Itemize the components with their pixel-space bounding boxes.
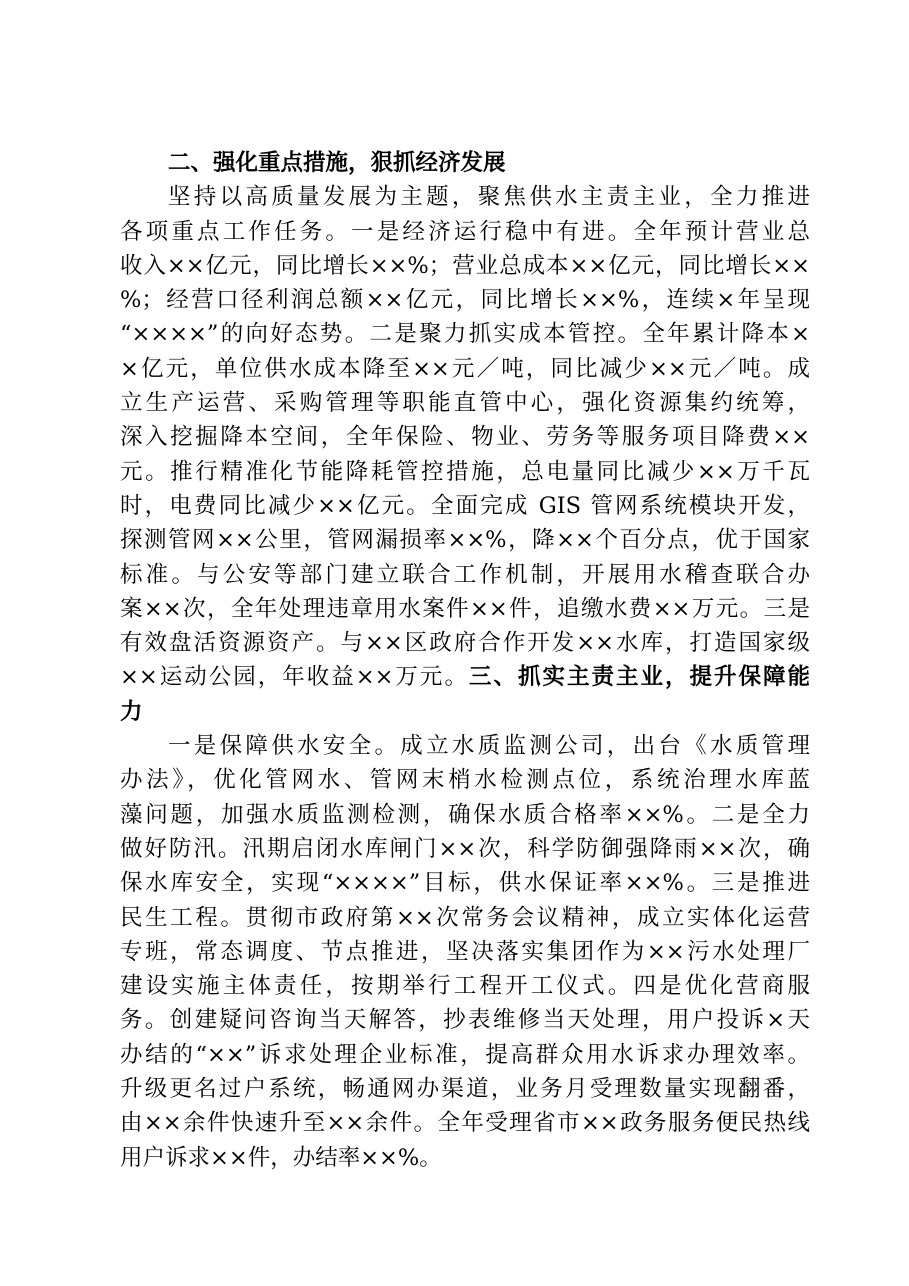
paragraph-line: 元。推行精准化节能降耗管控措施，总电量同比减少××万千瓦 — [120, 458, 810, 485]
paragraph-line: 立生产运营、采购管理等职能直管中心，强化资源集约统筹， — [120, 390, 810, 417]
heading-text: 力 — [120, 698, 143, 725]
paragraph-line: 民生工程。贯彻市政府第××次常务会议精神，成立实体化运营 — [120, 904, 810, 931]
paragraph-line: “××××”的向好态势。二是聚力抓实成本管控。全年累计降本× — [120, 321, 810, 348]
paragraph-line: 标准。与公安等部门建立联合工作机制，开展用水稽查联合办 — [120, 561, 810, 588]
paragraph-line: 探测管网××公里，管网漏损率××%，降××个百分点，优于国家 — [120, 527, 810, 554]
paragraph-line: 升级更名过户系统，畅通网办渠道，业务月受理数量实现翻番， — [120, 1076, 810, 1103]
paragraph-line: %；经营口径利润总额××亿元，同比增长××%，连续×年呈现 — [120, 287, 810, 314]
paragraph-line: 时，电费同比减少××亿元。全面完成 GIS 管网系统模块开发， — [120, 492, 810, 519]
paragraph-line: 由××余件快速升至××余件。全年受理省市××政务服务便民热线 — [120, 1110, 810, 1137]
paragraph-line: 案××次，全年处理违章用水案件××件，追缴水费××万元。三是 — [120, 595, 810, 622]
paragraph-line: 坚持以高质量发展为主题，聚焦供水主责主业，全力推进 — [168, 184, 810, 211]
paragraph-line: ×亿元，单位供水成本降至××元／吨，同比减少××元／吨。成 — [120, 355, 810, 382]
paragraph-text: ××运动公园，年收益××万元。 — [120, 664, 469, 691]
paragraph-line: 做好防汛。汛期启闭水库闸门××次，科学防御强降雨××次，确 — [120, 835, 810, 862]
paragraph-line: 收入××亿元，同比增长××%；营业总成本××亿元，同比增长×× — [120, 252, 810, 279]
paragraph-line: 深入挖掘降本空间，全年保险、物业、劳务等服务项目降费×× — [120, 424, 810, 451]
paragraph-line: 办法》，优化管网水、管网末梢水检测点位，系统治理水库蓝 — [120, 767, 810, 794]
paragraph-line: 务。创建疑问咨询当天解答，抄表维修当天处理，用户投诉×天 — [120, 1007, 810, 1034]
paragraph-line-with-heading — [120, 660, 810, 694]
section-heading-3-continued — [120, 695, 810, 729]
paragraph-line: 专班，常态调度、节点推进，坚决落实集团作为××污水处理厂 — [120, 938, 810, 965]
paragraph-line: 用户诉求××件，办结率××%。 — [120, 1144, 442, 1171]
paragraph-line: 有效盘活资源资产。与××区政府合作开发××水库，打造国家级 — [120, 630, 810, 657]
document-body — [120, 146, 810, 1175]
paragraph-line: 建设实施主体责任，按期举行工程开工仪式。四是优化营商服 — [120, 973, 810, 1000]
paragraph-line: 办结的“××”诉求处理企业标准，提高群众用水诉求办理效率。 — [120, 1041, 810, 1068]
section-heading-2 — [120, 146, 810, 180]
paragraph-line: 保水库安全，实现“××××”目标，供水保证率××%。三是推进 — [120, 870, 810, 897]
paragraph-line: 藻问题，加强水质监测检测，确保水质合格率××%。二是全力 — [120, 801, 810, 828]
paragraph-line: 各项重点工作任务。一是经济运行稳中有进。全年预计营业总 — [120, 218, 810, 245]
section-heading-3: 三、抓实主责主业，提升保障能 — [468, 664, 810, 691]
heading-text: 二、强化重点措施，狠抓经济发展 — [168, 150, 506, 176]
paragraph-line: 一是保障供水安全。成立水质监测公司，出台《水质管理 — [168, 733, 810, 760]
